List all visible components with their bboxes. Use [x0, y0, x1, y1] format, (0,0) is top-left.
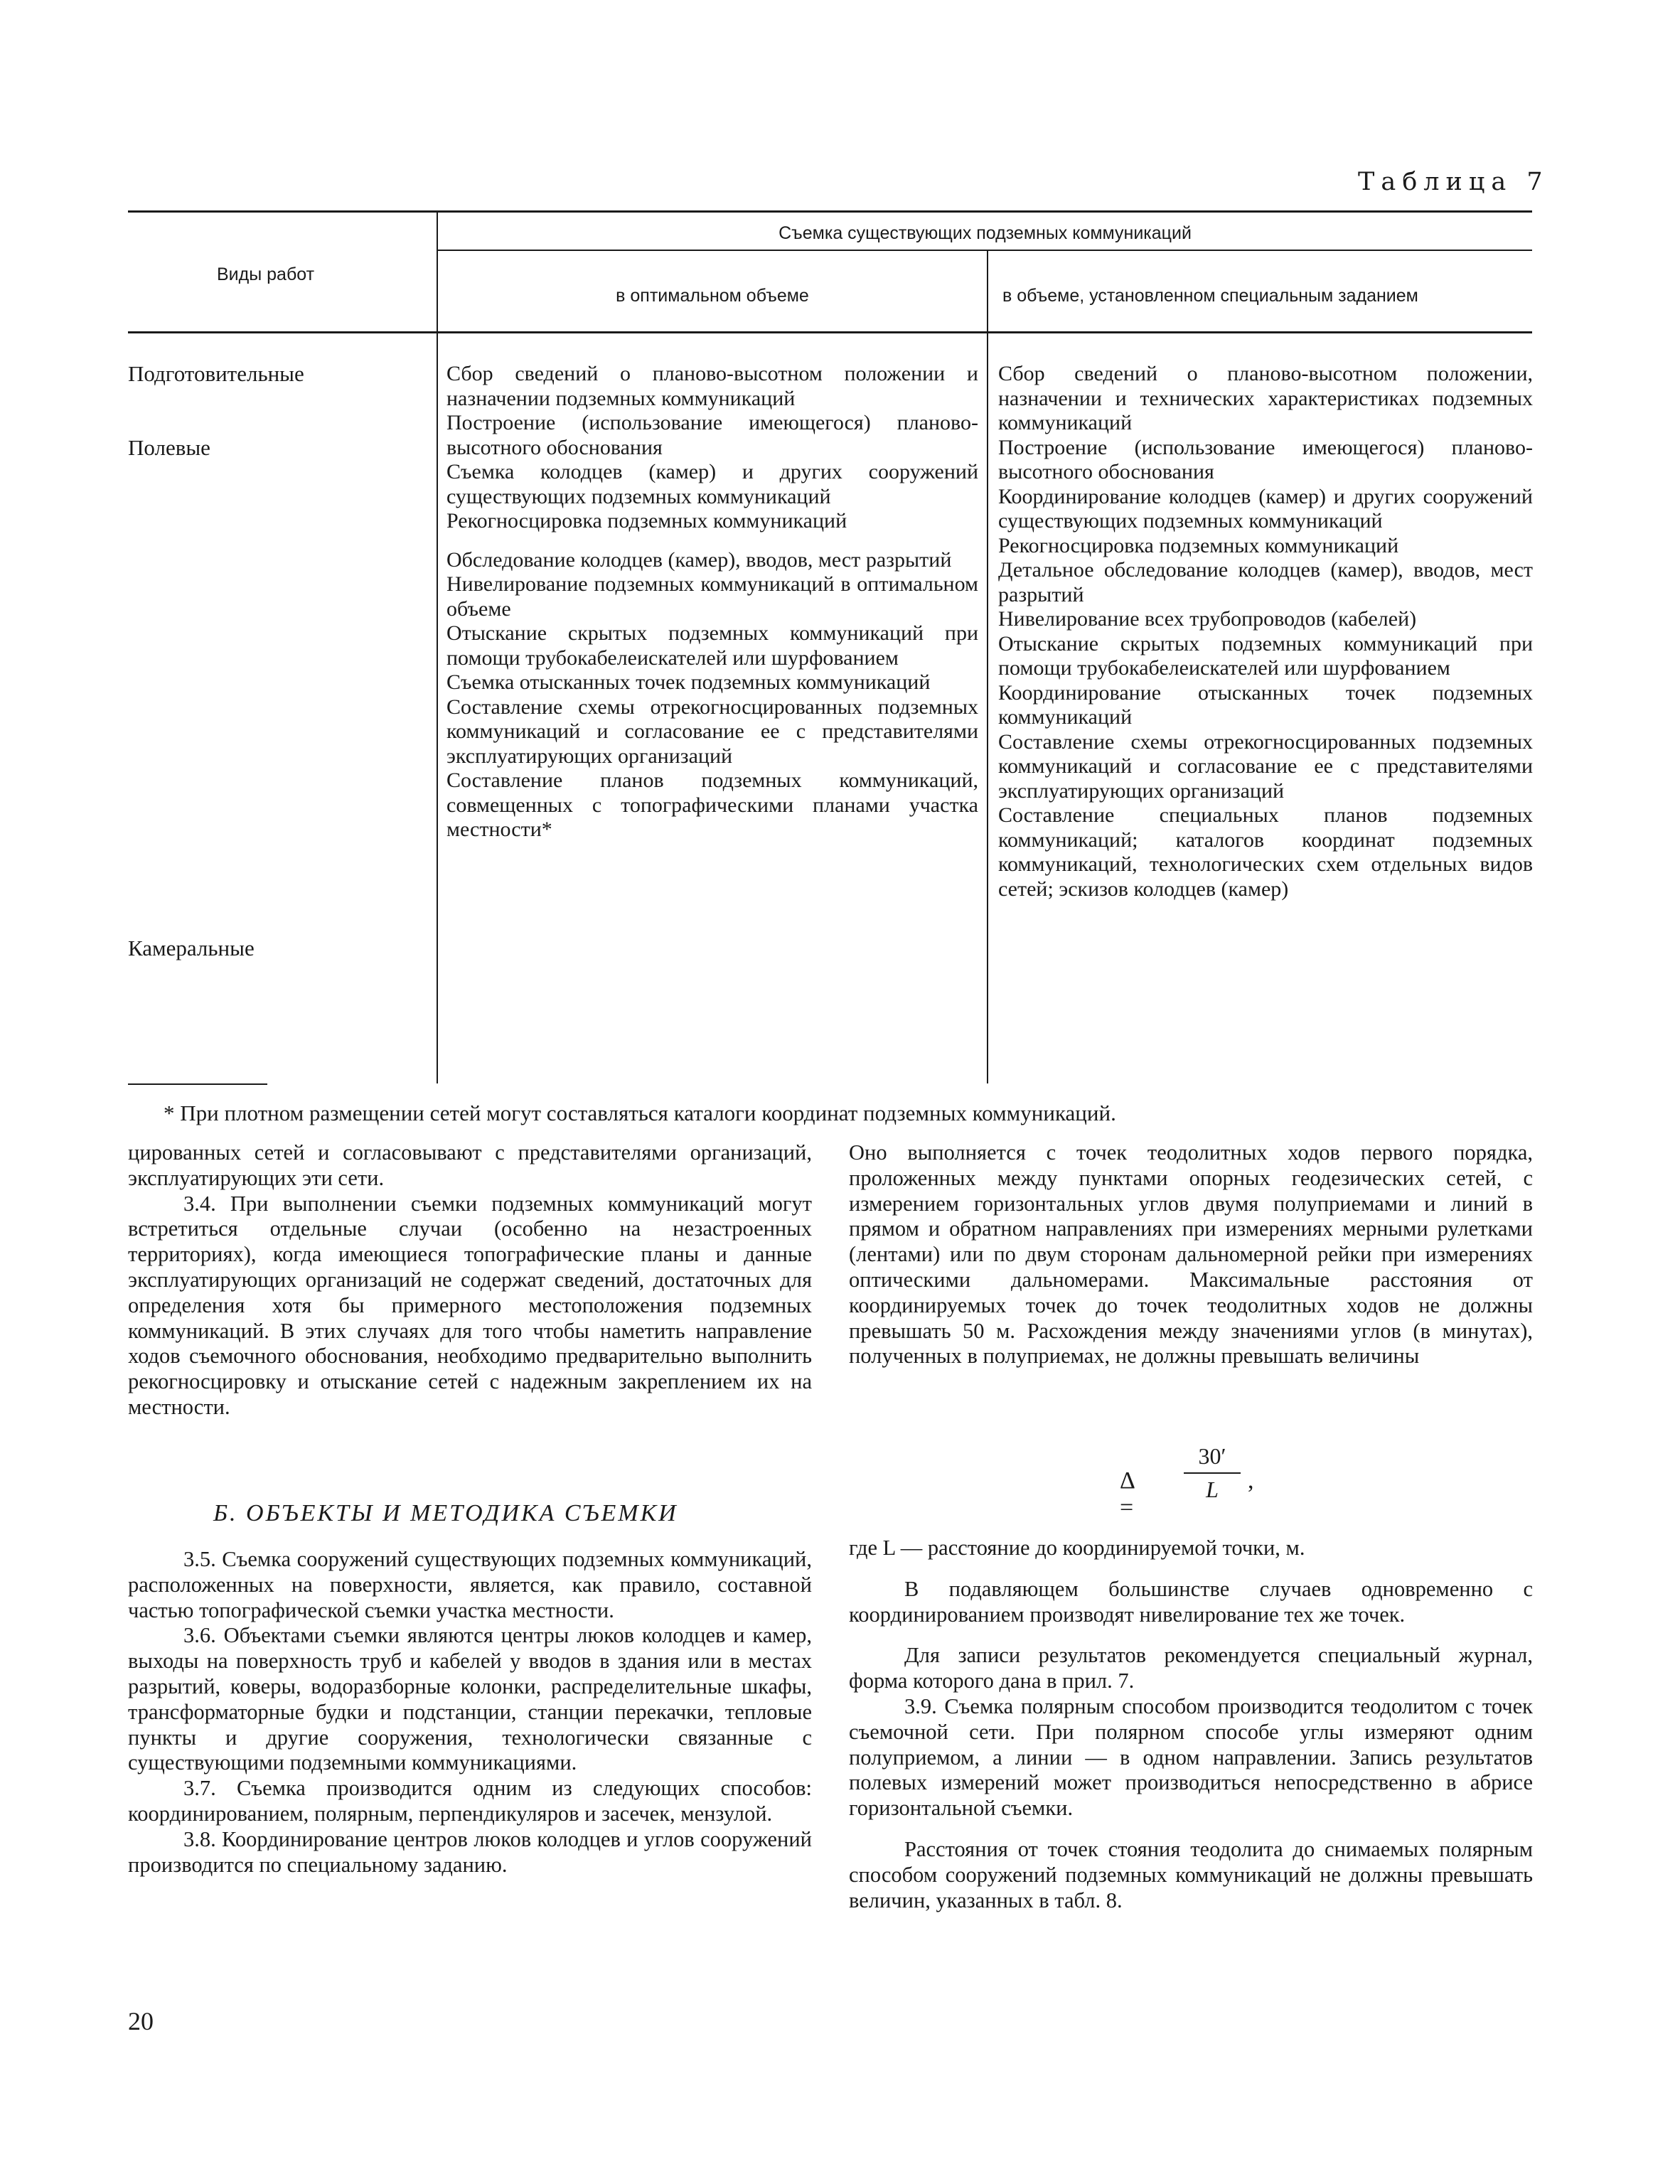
table-divider-left [437, 210, 438, 1083]
table-divider-right [987, 250, 988, 1083]
paragraph-3-8: 3.8. Координирование центров люков колодцев и углов сооружений производится по специальному заданию. [128, 1826, 812, 1877]
optimal-item: Составление схемы отрекогносцированных подземных коммуникаций и согласование ее с представителями эксплуатирующих организаций [446, 695, 978, 768]
optimal-item: Съемка отысканных точек подземных коммуникаций [446, 670, 931, 694]
fraction-bar [1184, 1472, 1241, 1474]
special-item: Координирование отысканных точек подземных коммуникаций [998, 680, 1533, 729]
special-item: Рекогносцировка подземных коммуникаций [998, 533, 1399, 557]
optimal-item: Сбор сведений о планово-высотном положении и назначении подземных коммуникаций [446, 362, 978, 410]
table-header-rule [128, 331, 1532, 333]
formula-numerator: 30′ [1198, 1443, 1226, 1469]
header-special: в объеме, установленном специальным заданием [1002, 286, 1418, 306]
paragraph-3-5: 3.5. Съемка сооружений существующих подземных коммуникаций, расположенных на поверхности, является, как правило, составной частью топографической съемки участка местности. [128, 1547, 812, 1622]
header-optimal: в оптимальном объеме [616, 286, 809, 306]
kind-office: Камеральные [128, 936, 255, 960]
special-item: Построение (использование имеющегося) планово-высотного обоснования [998, 435, 1533, 483]
table-footnote: * При плотном размещении сетей могут составляться каталоги координат подземных коммуникаций. [164, 1101, 1116, 1125]
footnote-rule [128, 1083, 267, 1085]
formula-lhs: Δ = [1120, 1467, 1134, 1521]
paragraph-3-7: 3.7. Съемка производится одним из следующих способов: координированием, полярным, перпендикуляров и засечек, мензулой. [128, 1776, 812, 1826]
kind-field: Полевые [128, 435, 210, 460]
special-item: Координирование колодцев (камер) и других сооружений существующих подземных коммуникаций [998, 484, 1533, 532]
paragraph-leveling: В подавляющем большинстве случаев одновременно с координированием производят нивелирование тех же точек. [849, 1576, 1533, 1627]
paragraph-distances: Расстояния от точек стояния теодолита до снимаемых полярным способом сооружений подземных коммуникаций не должны превышать величин, указанных в табл. 8. [849, 1836, 1533, 1912]
page-number: 20 [128, 2007, 154, 2035]
right-column-top [849, 1140, 1533, 1369]
paragraph-3-6: 3.6. Объектами съемки являются центры люков колодцев и камер, выходы на поверхность труб и кабелей у вводов в здания или в местах разрытий, коверы, водоразборные колонки, распределительные шкафы, трансформаторные будки и подстанции, станции перекачки, тепловые пункты и другие сооружения, технологически связанные с существующими подземными коммуникациями. [128, 1623, 812, 1775]
right-column-bottom [849, 1536, 1533, 1913]
formula-comma: , [1248, 1467, 1254, 1494]
formula-fraction [1184, 1443, 1241, 1503]
header-group: Съемка существующих подземных коммуникаций [779, 223, 1192, 243]
optimal-item: Обследование колодцев (камер), вводов, мест разрытий [446, 547, 952, 572]
table-label: Таблица 7 [1358, 168, 1549, 196]
table-top-rule [128, 210, 1532, 213]
paragraph-3-4: 3.4. При выполнении съемки подземных коммуникаций могут встретиться отдельные случаи (особенно на незастроенных территориях), когда имеющиеся топографические планы и данные эксплуатирующих организаций не содержат сведений, достаточных для определения хотя бы примерного местоположения подземных коммуникаций. В этих случаях для того чтобы наметить направление ходов съемочного обоснования, необходимо предварительно выполнить рекогносцировку и отыскание сетей с надежным закреплением их на местности. [128, 1191, 812, 1419]
special-item: Отыскание скрытых подземных коммуникаций при помощи трубокабелеискателей или шурфованием [998, 631, 1533, 680]
paragraph-3-9: 3.9. Съемка полярным способом производится теодолитом с точек съемочной сети. При полярном способе углы измеряют одним полуприемом, а линии — в одном направлении. Запись результатов полевых измерений может производиться непосредственно в абрисе горизонтальной съемки. [849, 1693, 1533, 1821]
optimal-item: Съемка колодцев (камер) и других сооружений существующих подземных коммуникаций [446, 460, 978, 508]
optimal-item: Рекогносцировка подземных коммуникаций [446, 509, 847, 532]
paragraph: Оно выполняется с точек теодолитных ходов первого порядка, проложенных между пунктами опорных геодезических сетей, с измерением горизонтальных углов двумя полуприемами и линий в прямом и обратном направлениях при измерениях мерными рулетками (лентами) или по двум сторонам дальномерной рейки при измерениях оптическими дальномерами. Максимальные расстояния от координируемых точек до точек теодолитных ходов не должны превышать 50 м. Расхождения между значениями углов (в минутах), полученных в полуприемах, не должны превышать величины [849, 1140, 1533, 1369]
left-column-top [128, 1140, 812, 1420]
optimal-item: Нивелирование подземных коммуникаций в оптимальном объеме [446, 572, 978, 621]
special-column [998, 362, 1533, 901]
special-item: Детальное обследование колодцев (камер), вводов, мест разрытий [998, 558, 1533, 606]
optimal-item: Составление планов подземных коммуникаций, совмещенных с топографическими планами участка местности* [446, 769, 978, 841]
special-item: Составление специальных планов подземных коммуникаций; каталогов координат подземных коммуникаций, технологических схем отдельных видов сетей; эскизов колодцев (камер) [998, 803, 1533, 901]
special-item: Нивелирование всех трубопроводов (кабелей) [998, 607, 1417, 631]
table-group-rule [438, 250, 1532, 251]
special-item: Составление схемы отрекогносцированных подземных коммуникаций и согласование ее с представителями эксплуатирующих организаций [998, 729, 1533, 803]
kind-preparatory: Подготовительные [128, 361, 304, 386]
header-kind: Виды работ [217, 264, 315, 284]
paragraph-journal: Для записи результатов рекомендуется специальный журнал, форма которого дана в прил. 7. [849, 1643, 1533, 1693]
special-item: Сбор сведений о планово-высотном положении, назначении и технических характеристиках подземных коммуникаций [998, 362, 1533, 434]
optimal-item: Построение (использование имеющегося) планово-высотного обоснования [446, 411, 978, 459]
paragraph-where: где L — расстояние до координируемой точки, м. [849, 1536, 1305, 1560]
left-column-bottom [128, 1547, 812, 1878]
optimal-column [446, 362, 978, 842]
section-title: Б. ОБЪЕКТЫ И МЕТОДИКА СЪЕМКИ [213, 1500, 678, 1526]
optimal-item: Отыскание скрытых подземных коммуникаций при помощи трубокабелеискателей или шурфованием [446, 621, 978, 670]
formula-denominator: L [1206, 1477, 1219, 1502]
paragraph: цированных сетей и согласовывают с представителями организаций, эксплуатирующих эти сети. [128, 1140, 812, 1190]
